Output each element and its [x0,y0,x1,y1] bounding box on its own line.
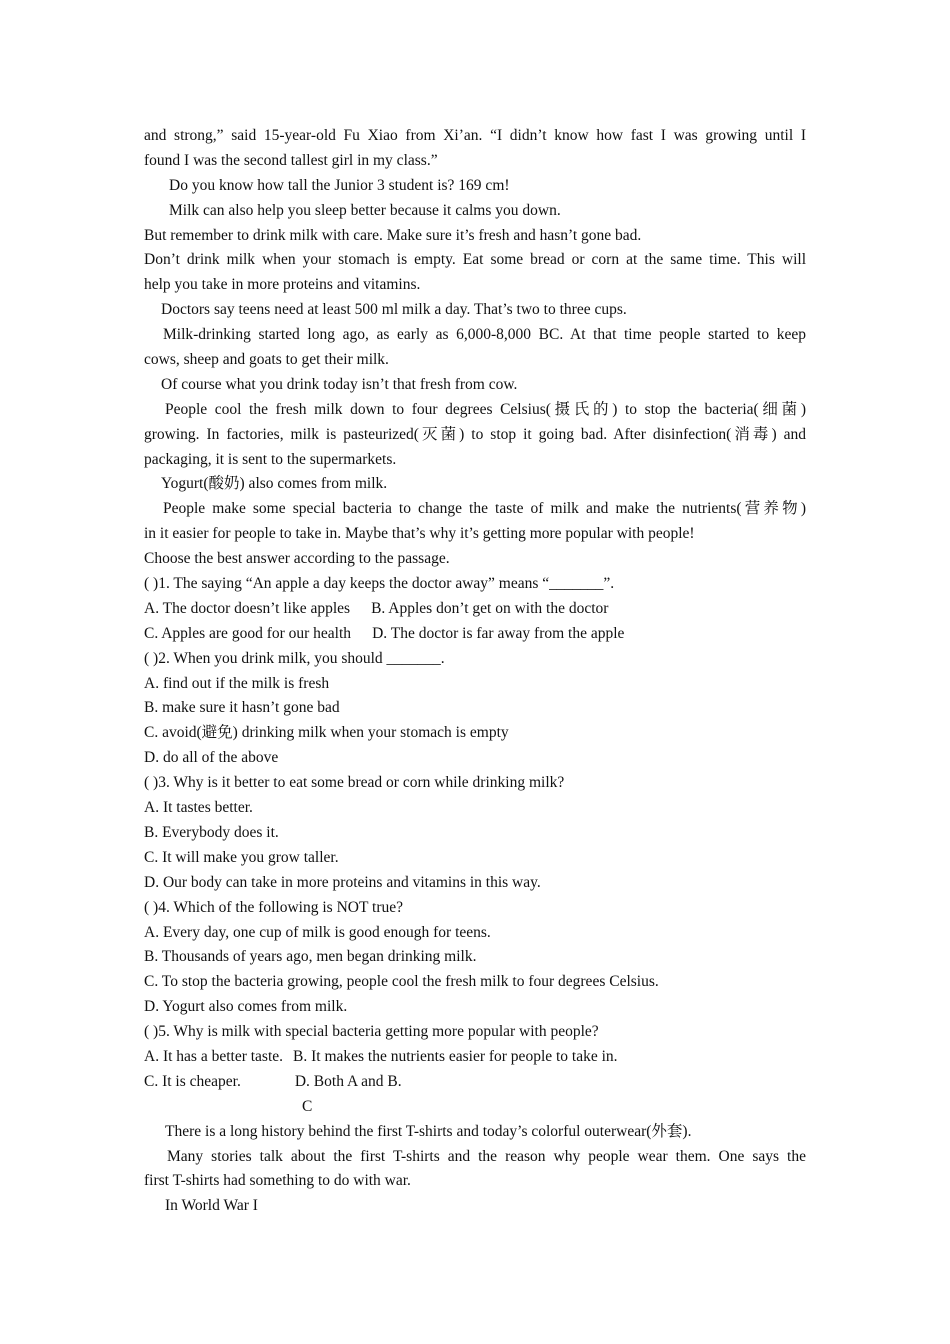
option-c: C. It is cheaper. [144,1072,241,1090]
passage-line: cows, sheep and goats to get their milk. [144,351,389,369]
question-3-stem: ( )3. Why is it better to eat some bread or corn while drinking milk? [144,774,565,792]
passage-line: help you take in more proteins and vitamins. [144,276,421,294]
passage-line: Many stories talk about the first T-shirts and the reason why people wear them. One says the [167,1147,806,1165]
option-a: A. The doctor doesn’t like apples [144,599,351,617]
passage-line: Of course what you drink today isn’t that fresh from cow. [161,375,518,393]
passage-line: first T-shirts had something to do with war. [144,1172,411,1190]
option-d: D. Our body can take in more proteins and vitamins in this way. [144,873,541,891]
passage-line: in it easier for people to take in. Maybe that’s why it’s getting more popular with people! [144,525,695,543]
option-b: B. Everybody does it. [144,823,279,841]
option-b: B. Apples don’t get on with the doctor [371,599,609,617]
passage-line: People make some special bacteria to change the taste of milk and make the nutrients(营养物) [163,500,806,518]
option-a: A. It has a better taste. [144,1047,284,1065]
option-c: C. It will make you grow taller. [144,848,339,866]
question-5-options-ab [144,1045,806,1070]
option-d: D. do all of the above [144,749,279,767]
passage-line: found I was the second tallest girl in my class.” [144,151,438,169]
question-1-options-cd [144,622,806,647]
passage-line: and strong,” said 15-year-old Fu Xiao from Xi’an. “I didn’t know how fast I was growing until I [144,127,806,144]
question-2-stem: ( )2. When you drink milk, you should _______. [144,649,445,667]
instruction: Choose the best answer according to the passage. [144,550,450,568]
passage-line: Doctors say teens need at least 500 ml milk a day. That’s two to three cups. [161,301,627,319]
option-d: D. Both A and B. [294,1072,402,1090]
option-c: C. Apples are good for our health [144,624,352,642]
passage-line: Don’t drink milk when your stomach is empty. Eat some bread or corn at the same time. This will [144,251,806,269]
option-b: B. It makes the nutrients easier for people to take in. [293,1047,618,1065]
passage-c [144,1095,806,1219]
passage-line: Yogurt(酸奶) also comes from milk. [161,475,388,493]
question-5-options-cd [144,1070,806,1095]
option-d: D. Yogurt also comes from milk. [144,998,348,1016]
question-1-options-ab [144,597,806,622]
option-c: C. avoid(避免) drinking milk when your stomach is empty [144,724,509,742]
passage-b [144,124,806,547]
passage-line: Milk can also help you sleep better because it calms you down. [169,201,561,219]
option-c: C. To stop the bacteria growing, people cool the fresh milk to four degrees Celsius. [144,973,659,991]
passage-line: Milk-drinking started long ago, as early as 6,000-8,000 BC. At that time people started to keep [163,326,806,344]
option-a: A. Every day, one cup of milk is good enough for teens. [144,923,491,941]
section-heading: C [302,1097,313,1115]
passage-line: Do you know how tall the Junior 3 student is? 169 cm! [169,176,510,194]
option-d: D. The doctor is far away from the apple [372,624,625,642]
passage-line: growing. In factories, milk is pasteurized(灭菌) to stop it going bad. After disinfection(消毒) and [144,425,806,443]
option-a: A. It tastes better. [144,799,253,817]
passage-line: There is a long history behind the first T-shirts and today’s colorful outerwear(外套). [165,1122,692,1140]
option-a: A. find out if the milk is fresh [144,674,330,692]
passage-line: But remember to drink milk with care. Make sure it’s fresh and hasn’t gone bad. [144,226,642,244]
option-b: B. make sure it hasn’t gone bad [144,699,340,717]
question-5-stem: ( )5. Why is milk with special bacteria getting more popular with people? [144,1023,599,1041]
document-page [144,124,806,1219]
passage-line: People cool the fresh milk down to four degrees Celsius(摄氏的) to stop the bacteria(细菌) [165,400,806,418]
question-section [144,547,806,1095]
question-1-stem: ( )1. The saying “An apple a day keeps the doctor away” means “_______”. [144,575,615,593]
question-4-stem: ( )4. Which of the following is NOT true? [144,898,403,916]
passage-line: In World War I [165,1197,258,1215]
option-b: B. Thousands of years ago, men began drinking milk. [144,948,477,966]
passage-line: packaging, it is sent to the supermarkets. [144,450,397,468]
